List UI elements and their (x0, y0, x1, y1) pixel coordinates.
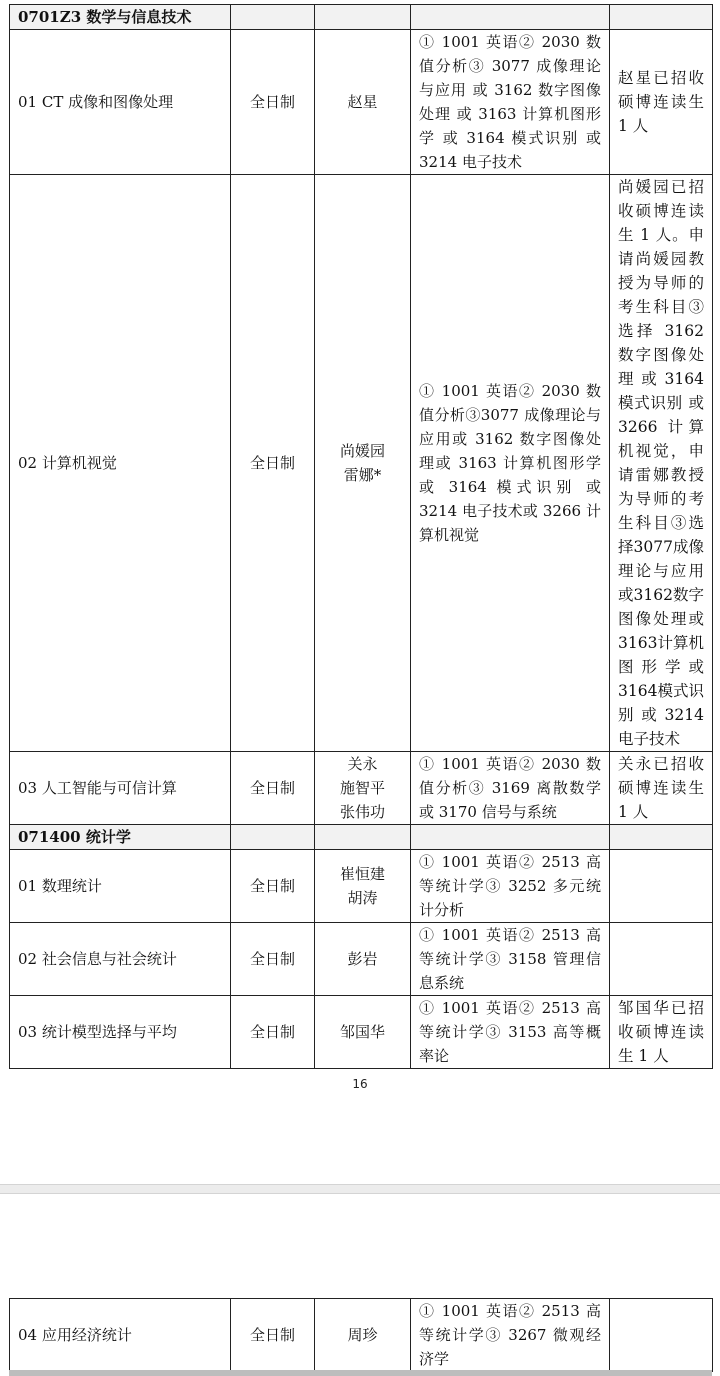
exam-subjects-cell: ① 1001 英语② 2030 数值分析③ 3169 离散数学 或 3170 信号与系统 (411, 752, 610, 825)
section-title: 071400 统计学 (10, 825, 231, 850)
advisor-cell: 邹国华 (315, 996, 411, 1069)
table-row (10, 850, 713, 923)
notes-cell: 邹国华已招收硕博连读生 1 人 (610, 996, 713, 1069)
table-row (10, 996, 713, 1069)
study-mode-cell: 全日制 (231, 752, 315, 825)
study-mode-cell: 全日制 (231, 923, 315, 996)
advisor-cell: 关永 施智平 张伟功 (315, 752, 411, 825)
table-row (10, 923, 713, 996)
notes-cell: 尚媛园已招收硕博连读生 1 人。申请尚媛园教授为导师的考生科目③选择 3162 数字图像处理 或 3164 模式识别 或 3266 计算机视觉，申请雷娜教授为导师的考生科目③选择3077成像理论与应用或3162数字图像处理或3163计算机图形学或3164模式识别 或 3214 电子技术 (610, 175, 713, 752)
direction-cell: 03 统计模型选择与平均 (10, 996, 231, 1069)
direction-cell: 02 计算机视觉 (10, 175, 231, 752)
study-mode-cell: 全日制 (231, 175, 315, 752)
study-mode-cell: 全日制 (231, 996, 315, 1069)
direction-cell: 04 应用经济统计 (10, 1299, 231, 1372)
notes-cell (610, 1299, 713, 1372)
exam-subjects-cell: ① 1001 英语② 2513 高等统计学③ 3252 多元统计分析 (411, 850, 610, 923)
direction-cell: 02 社会信息与社会统计 (10, 923, 231, 996)
direction-cell: 01 CT 成像和图像处理 (10, 30, 231, 175)
advisor-cell: 崔恒建 胡涛 (315, 850, 411, 923)
exam-subjects-cell: ① 1001 英语② 2030 数值分析③3077 成像理论与应用或 3162 数字图像处理或 3163 计算机图形学或 3164 模式识别 或 3214 电子技术或 3266 计算机视觉 (411, 175, 610, 752)
program-table-continued (9, 1298, 713, 1372)
notes-cell: 赵星已招收硕博连读生 1 人 (610, 30, 713, 175)
exam-subjects-cell: ① 1001 英语② 2030 数值分析③ 3077 成像理论与应用 或 3162 数字图像处理 或 3163 计算机图形学 或 3164 模式识别 或 3214 电子技术 (411, 30, 610, 175)
exam-subjects-cell: ① 1001 英语② 2513 高等统计学③ 3158 管理信息系统 (411, 923, 610, 996)
notes-cell (610, 923, 713, 996)
table-row (10, 1299, 713, 1372)
notes-cell: 关永已招收硕博连读生 1 人 (610, 752, 713, 825)
advisor-cell: 赵星 (315, 30, 411, 175)
section-title: 0701Z3 数学与信息技术 (10, 5, 231, 30)
table-row (10, 752, 713, 825)
direction-cell: 01 数理统计 (10, 850, 231, 923)
advisor-cell: 彭岩 (315, 923, 411, 996)
page-number: 16 (352, 1077, 368, 1091)
section-header-row (10, 5, 713, 30)
advisor-cell: 尚媛园 雷娜* (315, 175, 411, 752)
exam-subjects-cell: ① 1001 英语② 2513 高等统计学③ 3153 高等概率论 (411, 996, 610, 1069)
study-mode-cell: 全日制 (231, 850, 315, 923)
page-separator (0, 1184, 720, 1194)
table-row (10, 30, 713, 175)
next-table-header-edge (9, 1370, 712, 1376)
study-mode-cell: 全日制 (231, 30, 315, 175)
table-row (10, 175, 713, 752)
document-page-2 (0, 1194, 720, 1376)
section-header-row (10, 825, 713, 850)
notes-cell (610, 850, 713, 923)
exam-subjects-cell: ① 1001 英语② 2513 高等统计学③ 3267 微观经济学 (411, 1299, 610, 1372)
advisor-cell: 周珍 (315, 1299, 411, 1372)
direction-cell: 03 人工智能与可信计算 (10, 752, 231, 825)
program-table (9, 4, 713, 1069)
study-mode-cell: 全日制 (231, 1299, 315, 1372)
